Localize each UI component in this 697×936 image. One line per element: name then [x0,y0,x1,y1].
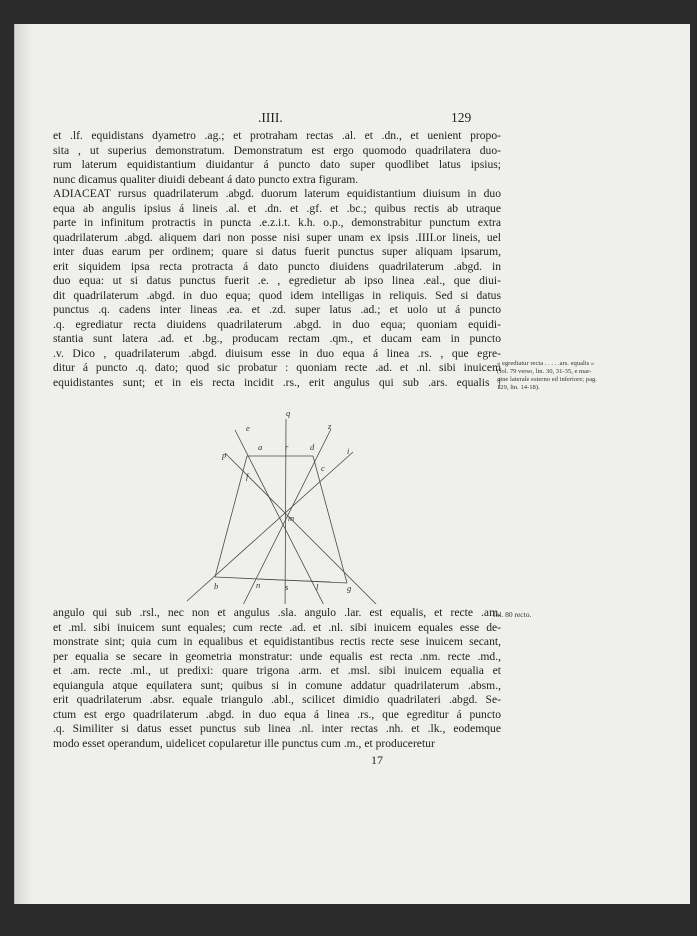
text-line: punctus .q. cadens inter lineas .ea. et .zd. super latus .ad.; et uolo ut á puncto [53,303,501,316]
geometric-diagram [155,389,405,604]
signature-mark: 17 [371,753,383,767]
label-r: r [285,442,289,452]
text-line: dit quadrilaterum .abgd. in duo equa; quod idem intelligas in reliquis. Sed si datus [53,288,501,302]
line-nl [257,579,331,582]
text-line: sita , ut superius demonstratum. Demonstratum est ergo quomodo quadrilatera duo- [53,143,501,157]
book-page [14,24,690,904]
label-l: l [316,582,319,592]
text-line: ditur á puncto .q. dato; quod sic probatur : quoniam recte .ad. et .nl. sibi inuicem [53,361,501,374]
label-z: z [328,421,332,431]
text-line: equiangula atque equilatera sunt; quibus si in comune addatur quadrilaterum .absm., [53,678,501,692]
text-line: ADIACEAT rursus quadrilaterum .abgd. duorum laterum equidistantium diuisum in duo [53,187,501,200]
text-line: angulo qui sub .rsl., nec non et angulus .sla. angulo .lar. est equalis, et recte .am. [53,606,501,619]
text-line: et .ml. sibi inuicem sunt equales; cum recte .ad. et .nl. sibi inuicem equales esse de- [53,620,501,634]
text-line: et .lf. equidistans dyametro .ag.; et protraham rectas .al. et .dn., et uenient propo- [53,129,501,142]
label-n: n [256,580,261,590]
margin-note-line: gine laterale esterno ed inferiore; pag. [497,376,597,383]
text-line: quadrilaterum .abgd. aliquem dari non posse nisi super unam ex ipsis .IIII.or lineis, uel [53,230,501,244]
line-i-c-b-o [187,452,353,601]
text-line: monstrate sint; quia cum in equalibus et equidistantibus rectis recte sese inuicem secant, [53,635,501,648]
text-line: ctum est ergo quadrilaterum .abgd. in duo equa á linea .rs., que egreditur á puncto [53,707,501,721]
label-b: b [214,581,219,591]
folio-reference-note: fol. 80 recto. [493,610,532,619]
text-line: stantia sunt latera .ad. et .bg., producam rectam .qm., et ducam eam in puncto [53,332,501,345]
text-line: nunc dicamus qualiter diuidi debeant á dato puncto extra figuram. [53,172,359,186]
text-line: parte in infinitum protractis in puncta .e.z.i.t. k.h. o.p., demonstrabitur punctum extra [53,216,501,229]
text-line: inter duas earum per ordinem; quare si datus fuerit punctus super aliquam ipsarum, [53,245,501,258]
label-c: c [321,463,325,473]
text-line: .q. egrediatur recta diuidens quadrilaterum .abgd. in duo equa; quoniam equidi- [53,317,501,331]
label-e: e [246,423,250,433]
label-p: p [222,450,227,460]
label-a: a [258,442,263,452]
margin-note-line: (fol. 79 verso, lin. 30, 31-35, e mar- [497,368,592,375]
text-line: erit siquidem ipsa recta protracta á dato puncto diuidens quadrilaterum .abgd. in [53,259,501,273]
label-d: d [310,442,315,452]
text-line: .v. Dico , quadrilaterum .abgd. diuisum esse in duo equa á linea .rs. , que egre- [53,346,501,360]
label-q: q [286,408,291,418]
text-line: equidistantes sunt; et in eis recta incidit .rs., erit angulus qui sub .ars. equalis | [53,375,501,389]
line-dg [313,456,347,583]
text-line: et .am. recte .ml., ut predixi: quare trigona .arm. et .msl. sibi inuicem equalia et [53,664,501,677]
text-line: per equalia se secare in geometria monstratur: unde equalis est recta .nm. recte .md., [53,649,501,663]
label-m: m [288,513,295,523]
label-s: s [285,582,289,592]
label-i: i [347,446,350,456]
text-line: equa ab angulis ipsius á lineis .al. et .dn. et .gf. et .bc.; quibus rectis ab utraque [53,201,501,215]
line-ab [215,456,247,577]
text-line: .q. Similiter si datus esset punctus sub linea .nl. inter rectas .nh. et .lk., eodemque [53,722,501,735]
margin-note-line: 129, lin. 14-18). [497,384,540,391]
margin-note-line: « egrediatur recta . . . . .ars. equalis » [497,360,595,367]
text-line: modo esset operandum, uidelicet copularetur ille punctus cum .m., et produceretur [53,736,435,750]
running-header-chapter: .IIII. [258,110,283,125]
page-number: 129 [451,110,472,125]
text-line: duo equa: ut si datus punctus fuerit .e. , egredietur ab ipso linea .eal., que diui- [53,274,501,287]
text-line: rum laterum equidistantium diuidantur á puncto dato super quodlibet latus ipsius; [53,158,501,171]
label-f: f [246,471,249,481]
label-g: g [347,583,352,593]
text-line: erit quadrilaterum .absr. equale triangulo .abl., scilicet dimidio quadrilateri .abgd. Se- [53,693,501,706]
page-gutter-shadow [15,24,33,904]
